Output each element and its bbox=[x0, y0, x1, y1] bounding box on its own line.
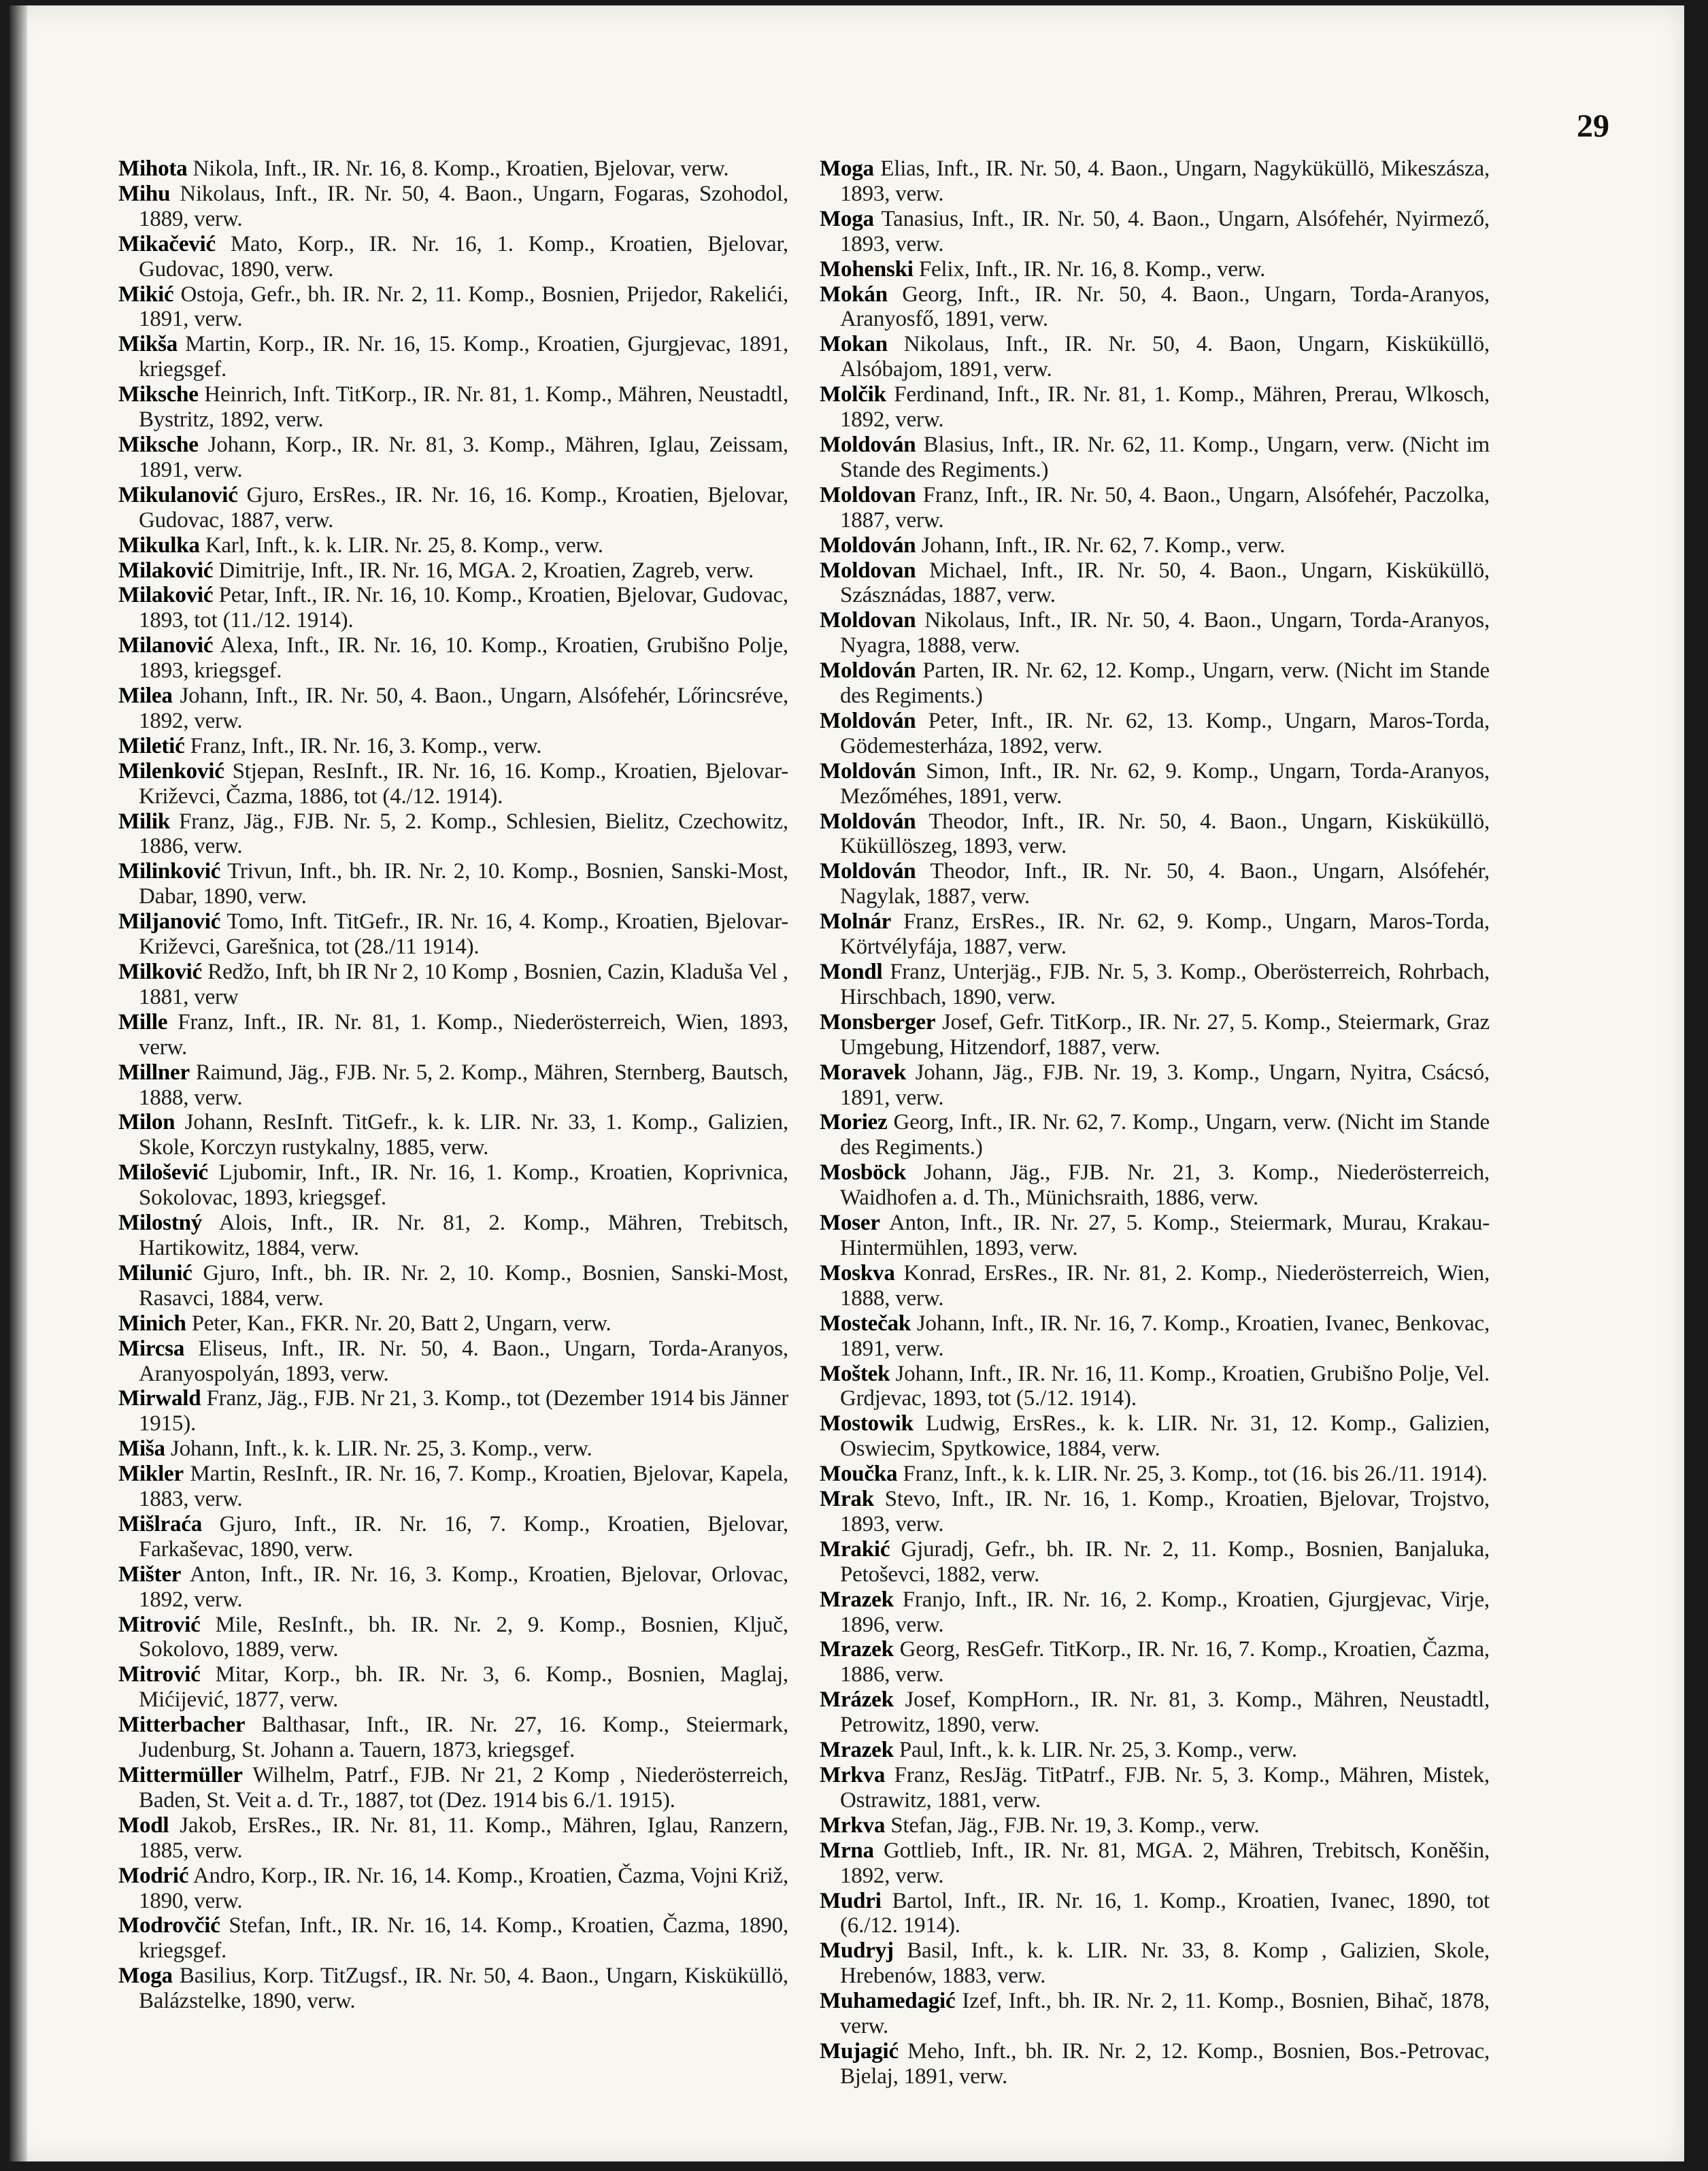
entry-surname: Moldovan bbox=[820, 558, 916, 583]
list-entry bbox=[118, 809, 788, 860]
entry-surname: Millner bbox=[118, 1060, 190, 1085]
entry-surname: Miša bbox=[118, 1436, 165, 1462]
list-entry bbox=[820, 257, 1490, 282]
entry-details: Blasius, Inft., IR. Nr. 62, 11. Komp., Ungarn, verw. (Nicht im Stande des Regiments.) bbox=[840, 432, 1490, 482]
list-entry bbox=[118, 1864, 788, 1914]
list-entry bbox=[118, 558, 788, 584]
list-entry bbox=[118, 1964, 788, 2014]
entry-details: Johann, Inft., IR. Nr. 50, 4. Baon., Ungarn, Alsófehér, Lőrincsréve, 1892, verw. bbox=[139, 684, 788, 733]
page-number: 29 bbox=[1577, 108, 1609, 144]
entry-details: Simon, Inft., IR. Nr. 62, 9. Komp., Ungarn, Torda-Aranyos, Mezőméhes, 1891, verw. bbox=[840, 758, 1490, 809]
entry-surname: Mitrović bbox=[118, 1662, 201, 1687]
entry-details: Ludwig, ErsRes., k. k. LIR. Nr. 31, 12. Komp., Galizien, Oswiecim, Spytkowice, 1884, verw. bbox=[840, 1411, 1490, 1462]
entry-surname: Mrazek bbox=[820, 1587, 894, 1612]
entry-details: Michael, Inft., IR. Nr. 50, 4. Baon., Ungarn, Kisküküllö, Szásznádas, 1887, verw. bbox=[840, 558, 1490, 608]
entry-details: Konrad, ErsRes., IR. Nr. 81, 2. Komp., Niederösterreich, Wien, 1888, verw. bbox=[840, 1260, 1490, 1311]
entry-surname: Mircsa bbox=[118, 1336, 185, 1361]
entry-details: Stjepan, ResInft., IR. Nr. 16, 16. Komp., Kroatien, Bjelovar-Križevci, Čazma, 1886, tot (4./12. 1914). bbox=[139, 758, 788, 809]
entry-details: Redžo, Inft, bh IR Nr 2, 10 Komp , Bosnien, Cazin, Kladuša Vel , 1881, verw bbox=[139, 960, 788, 1009]
entry-details: Georg, Inft., IR. Nr. 62, 7. Komp., Ungarn, verw. (Nicht im Stande des Regiments.) bbox=[840, 1110, 1490, 1160]
entry-details: Georg, ResGefr. TitKorp., IR. Nr. 16, 7. Komp., Kroatien, Čazma, 1886, verw. bbox=[840, 1637, 1490, 1687]
list-entry bbox=[820, 156, 1490, 207]
list-entry bbox=[820, 1110, 1490, 1160]
left-column bbox=[118, 156, 788, 2014]
entry-surname: Mille bbox=[118, 1009, 168, 1034]
entry-details: Felix, Inft., IR. Nr. 16, 8. Komp., verw. bbox=[918, 256, 1266, 282]
entry-details: Jakob, ErsRes., IR. Nr. 81, 11. Komp., Mähren, Iglau, Ranzern, 1885, verw. bbox=[139, 1813, 788, 1863]
entry-surname: Mokan bbox=[820, 332, 888, 357]
list-entry bbox=[820, 207, 1490, 257]
entry-surname: Moldován bbox=[820, 658, 916, 684]
entry-surname: Mrazek bbox=[820, 1637, 894, 1662]
list-entry bbox=[820, 282, 1490, 333]
entry-details: Nikolaus, Inft., IR. Nr. 50, 4. Baon, Ungarn, Kisküküllö, Alsóbajom, 1891, verw. bbox=[840, 332, 1490, 382]
entry-details: Ostoja, Gefr., bh. IR. Nr. 2, 11. Komp., Bosnien, Prijedor, Rakelići, 1891, verw. bbox=[139, 282, 788, 332]
entry-surname: Milea bbox=[118, 684, 173, 709]
list-entry bbox=[118, 734, 788, 759]
entry-details: Johann, Jäg., FJB. Nr. 19, 3. Komp., Ungarn, Nyitra, Csácsó, 1891, verw. bbox=[840, 1060, 1490, 1110]
entry-details: Stefan, Inft., IR. Nr. 16, 14. Komp., Kroatien, Čazma, 1890, kriegsgef. bbox=[139, 1913, 788, 1964]
list-entry bbox=[820, 1211, 1490, 1261]
list-entry bbox=[118, 1211, 788, 1261]
list-entry bbox=[118, 1713, 788, 1763]
entry-surname: Mondl bbox=[820, 960, 883, 984]
right-column bbox=[820, 156, 1490, 2089]
entry-details: Petar, Inft., IR. Nr. 16, 10. Komp., Kroatien, Bjelovar, Gudovac, 1893, tot (11./12. 1914). bbox=[139, 583, 788, 633]
list-entry bbox=[118, 1160, 788, 1211]
entry-details: Gjuradj, Gefr., bh. IR. Nr. 2, 11. Komp., Bosnien, Banjaluka, Petoševci, 1882, verw. bbox=[840, 1536, 1490, 1587]
entry-surname: Miljanović bbox=[118, 909, 221, 935]
entry-surname: Muhamedagić bbox=[820, 1989, 956, 2014]
entry-details: Balthasar, Inft., IR. Nr. 27, 16. Komp., Steiermark, Judenburg, St. Johann a. Tauern, 1873, kriegsgef. bbox=[139, 1713, 788, 1763]
entry-surname: Molnár bbox=[820, 909, 892, 935]
list-entry bbox=[118, 1562, 788, 1613]
list-entry bbox=[820, 332, 1490, 382]
entry-details: Trivun, Inft., bh. IR. Nr. 2, 10. Komp., Bosnien, Sanski-Most, Dabar, 1890, verw. bbox=[139, 859, 788, 909]
entry-surname: Mihu bbox=[118, 181, 171, 206]
list-entry bbox=[118, 633, 788, 684]
entry-details: Franz, ResJäg. TitPatrf., FJB. Nr. 5, 3. Komp., Mähren, Mistek, Ostrawitz, 1881, verw. bbox=[840, 1763, 1490, 1813]
entry-details: Alois, Inft., IR. Nr. 81, 2. Komp., Mähren, Trebitsch, Hartikowitz, 1884, verw. bbox=[139, 1211, 788, 1260]
entry-surname: Mrázek bbox=[820, 1687, 894, 1713]
entry-details: Franz, ErsRes., IR. Nr. 62, 9. Komp., Ungarn, Maros-Torda, Körtvélyfája, 1887, verw. bbox=[840, 909, 1490, 960]
entry-surname: Mirwald bbox=[118, 1386, 201, 1411]
entry-surname: Moldován bbox=[820, 533, 916, 558]
list-entry bbox=[118, 232, 788, 282]
entry-surname: Milostný bbox=[118, 1211, 203, 1236]
list-entry bbox=[820, 382, 1490, 433]
entry-details: Elias, Inft., IR. Nr. 50, 4. Baon., Ungarn, Nagyküküllö, Mikeszásza, 1893, verw. bbox=[840, 156, 1490, 206]
list-entry bbox=[820, 1060, 1490, 1111]
entry-details: Stevo, Inft., IR. Nr. 16, 1. Komp., Kroatien, Bjelovar, Trojstvo, 1893, verw. bbox=[840, 1487, 1490, 1536]
entry-details: Johann, Inft., IR. Nr. 16, 11. Komp., Kroatien, Grubišno Polje, Vel. Grdjevac, 1893, tot (5./12. 1914). bbox=[840, 1361, 1490, 1411]
list-entry bbox=[118, 1512, 788, 1562]
entry-details: Franz, Jäg., FJB. Nr 21, 3. Komp., tot (Dezember 1914 bis Jänner 1915). bbox=[139, 1386, 788, 1436]
list-entry bbox=[820, 759, 1490, 809]
list-entry bbox=[820, 909, 1490, 960]
entry-surname: Molčik bbox=[820, 382, 886, 407]
entry-surname: Milošević bbox=[118, 1160, 208, 1185]
list-entry bbox=[820, 1160, 1490, 1211]
list-entry bbox=[820, 1010, 1490, 1060]
entry-details: Raimund, Jäg., FJB. Nr. 5, 2. Komp., Mähren, Sternberg, Bautsch, 1888, verw. bbox=[139, 1060, 788, 1110]
entry-details: Johann, Inft., IR. Nr. 62, 7. Komp., verw. bbox=[921, 533, 1286, 558]
entry-details: Franz, Inft., IR. Nr. 50, 4. Baon., Ungarn, Alsófehér, Paczolka, 1887, verw. bbox=[840, 482, 1490, 533]
list-entry bbox=[820, 709, 1490, 759]
list-entry bbox=[820, 1838, 1490, 1889]
list-entry bbox=[820, 859, 1490, 909]
list-entry bbox=[118, 1813, 788, 1864]
list-entry bbox=[820, 1487, 1490, 1537]
entry-details: Franjo, Inft., IR. Nr. 16, 2. Komp., Kroatien, Gjurgjevac, Virje, 1896, verw. bbox=[840, 1587, 1490, 1637]
entry-surname: Mrkva bbox=[820, 1763, 886, 1787]
list-entry bbox=[820, 1462, 1490, 1487]
list-entry bbox=[820, 1738, 1490, 1763]
entry-surname: Mudryj bbox=[820, 1938, 894, 1964]
list-entry bbox=[118, 382, 788, 433]
entry-surname: Moldován bbox=[820, 809, 916, 834]
entry-surname: Mitrović bbox=[118, 1612, 201, 1637]
entry-details: Ljubomir, Inft., IR. Nr. 16, 1. Komp., Kroatien, Koprivnica, Sokolovac, 1893, kriegsgef. bbox=[139, 1160, 788, 1211]
entry-surname: Mostowik bbox=[820, 1411, 914, 1436]
list-entry bbox=[118, 1436, 788, 1462]
entry-details: Franz, Inft., k. k. LIR. Nr. 25, 3. Komp., tot (16. bis 26./11. 1914). bbox=[903, 1462, 1488, 1487]
entry-details: Johann, Korp., IR. Nr. 81, 3. Komp., Mähren, Iglau, Zeissam, 1891, verw. bbox=[139, 432, 788, 482]
entry-details: Wilhelm, Patrf., FJB. Nr 21, 2 Komp , Niederösterreich, Baden, St. Veit a. d. Tr., 1887, tot (Dez. 1914 bis 6./1. 1915). bbox=[139, 1763, 788, 1813]
entry-details: Mato, Korp., IR. Nr. 16, 1. Komp., Kroatien, Bjelovar, Gudovac, 1890, verw. bbox=[139, 231, 788, 282]
list-entry bbox=[118, 433, 788, 483]
entry-details: Meho, Inft., bh. IR. Nr. 2, 12. Komp., Bosnien, Bos.-Petrovac, Bjelaj, 1891, verw. bbox=[840, 2038, 1490, 2089]
entry-details: Karl, Inft., k. k. LIR. Nr. 25, 8. Komp., verw. bbox=[205, 533, 603, 558]
entry-surname: Milenković bbox=[118, 758, 224, 784]
entry-surname: Moldovan bbox=[820, 608, 916, 633]
binding-shadow bbox=[10, 5, 27, 2161]
entry-surname: Moravek bbox=[820, 1060, 906, 1085]
entry-details: Paul, Inft., k. k. LIR. Nr. 25, 3. Komp., verw. bbox=[899, 1738, 1297, 1763]
entry-surname: Mišter bbox=[118, 1562, 182, 1587]
entry-surname: Milaković bbox=[118, 558, 214, 583]
list-entry bbox=[820, 1362, 1490, 1412]
list-entry bbox=[820, 809, 1490, 860]
entry-surname: Modrovčić bbox=[118, 1913, 220, 1938]
entry-details: Tanasius, Inft., IR. Nr. 50, 4. Baon., Ungarn, Alsófehér, Nyirmező, 1893, verw. bbox=[840, 206, 1490, 256]
entry-surname: Mikulka bbox=[118, 533, 200, 558]
entry-details: Johann, Inft., k. k. LIR. Nr. 25, 3. Komp., verw. bbox=[170, 1436, 592, 1462]
entry-details: Heinrich, Inft. TitKorp., IR. Nr. 81, 1. Komp., Mähren, Neustadtl, Bystritz, 1892, verw. bbox=[139, 382, 788, 433]
entry-surname: Mosböck bbox=[820, 1160, 906, 1185]
list-entry bbox=[820, 1261, 1490, 1311]
list-entry bbox=[118, 156, 788, 182]
entry-details: Gjuro, ErsRes., IR. Nr. 16, 16. Komp., Kroatien, Bjelovar, Gudovac, 1887, verw. bbox=[139, 482, 788, 533]
entry-details: Andro, Korp., IR. Nr. 16, 14. Komp., Kroatien, Čazma, Vojni Križ, 1890, verw. bbox=[139, 1863, 788, 1913]
entry-surname: Mrna bbox=[820, 1838, 874, 1863]
entry-details: Mile, ResInft., bh. IR. Nr. 2, 9. Komp., Bosnien, Ključ, Sokolovo, 1889, verw. bbox=[139, 1612, 788, 1662]
entry-surname: Mikić bbox=[118, 282, 174, 307]
entry-details: Franz, Unterjäg., FJB. Nr. 5, 3. Komp., Oberösterreich, Rohrbach, Hirschbach, 1890, verw. bbox=[840, 960, 1490, 1009]
list-entry bbox=[820, 1938, 1490, 1989]
list-entry bbox=[820, 1889, 1490, 1939]
list-entry bbox=[820, 533, 1490, 558]
entry-details: Basil, Inft., k. k. LIR. Nr. 33, 8. Komp , Galizien, Skole, Hrebenów, 1883, verw. bbox=[840, 1938, 1490, 1989]
entry-surname: Milaković bbox=[118, 583, 214, 608]
entry-details: Anton, Inft., IR. Nr. 27, 5. Komp., Steiermark, Murau, Krakau-Hintermühlen, 1893, verw. bbox=[840, 1211, 1490, 1260]
scanned-page bbox=[10, 5, 1684, 2161]
entry-surname: Milon bbox=[118, 1110, 175, 1135]
entry-surname: Mokán bbox=[820, 282, 888, 307]
list-entry bbox=[118, 1386, 788, 1436]
entry-surname: Mikša bbox=[118, 332, 178, 357]
entry-surname: Moštek bbox=[820, 1361, 890, 1386]
entry-details: Georg, Inft., IR. Nr. 50, 4. Baon., Ungarn, Torda-Aranyos, Aranyosfő, 1891, verw. bbox=[840, 282, 1490, 332]
entry-details: Gjuro, Inft., bh. IR. Nr. 2, 10. Komp., Bosnien, Sanski-Most, Rasavci, 1884, verw. bbox=[139, 1260, 788, 1311]
entry-details: Gottlieb, Inft., IR. Nr. 81, MGA. 2, Mähren, Trebitsch, Koněšin, 1892, verw. bbox=[840, 1838, 1490, 1888]
list-entry bbox=[118, 1311, 788, 1336]
entry-surname: Moldovan bbox=[820, 482, 916, 507]
entry-surname: Modl bbox=[118, 1813, 169, 1838]
entry-surname: Miletić bbox=[118, 733, 185, 758]
list-entry bbox=[118, 909, 788, 960]
list-entry bbox=[820, 1411, 1490, 1462]
list-entry bbox=[118, 483, 788, 533]
list-entry bbox=[118, 859, 788, 909]
entry-surname: Moga bbox=[820, 156, 874, 181]
entry-details: Peter, Inft., IR. Nr. 62, 13. Komp., Ungarn, Maros-Torda, Gödemesterháza, 1892, verw. bbox=[840, 708, 1490, 758]
entry-details: Parten, IR. Nr. 62, 12. Komp., Ungarn, verw. (Nicht im Stande des Regiments.) bbox=[840, 658, 1490, 709]
list-entry bbox=[820, 558, 1490, 609]
entry-details: Mitar, Korp., bh. IR. Nr. 3, 6. Komp., Bosnien, Maglaj, Mićijević, 1877, verw. bbox=[139, 1662, 788, 1713]
entry-surname: Miksche bbox=[118, 432, 199, 457]
list-entry bbox=[820, 1311, 1490, 1362]
entry-details: Josef, KompHorn., IR. Nr. 81, 3. Komp., Mähren, Neustadtl, Petrowitz, 1890, verw. bbox=[840, 1687, 1490, 1738]
entry-details: Theodor, Inft., IR. Nr. 50, 4. Baon., Ungarn, Kisküküllö, Küküllöszeg, 1893, verw. bbox=[840, 809, 1490, 859]
entry-details: Stefan, Jäg., FJB. Nr. 19, 3. Komp., verw. bbox=[890, 1813, 1260, 1838]
list-entry bbox=[820, 1763, 1490, 1813]
list-entry bbox=[820, 658, 1490, 709]
entry-surname: Milković bbox=[118, 960, 203, 984]
list-entry bbox=[118, 960, 788, 1010]
list-entry bbox=[820, 1537, 1490, 1587]
entry-details: Franz, Inft., IR. Nr. 16, 3. Komp., verw. bbox=[190, 733, 542, 758]
list-entry bbox=[820, 1813, 1490, 1838]
entry-details: Izef, Inft., bh. IR. Nr. 2, 11. Komp., Bosnien, Bihač, 1878, verw. bbox=[840, 1989, 1490, 2039]
list-entry bbox=[118, 1662, 788, 1713]
entry-details: Johann, Inft., IR. Nr. 16, 7. Komp., Kroatien, Ivanec, Benkovac, 1891, verw. bbox=[840, 1311, 1490, 1361]
entry-details: Ferdinand, Inft., IR. Nr. 81, 1. Komp., Mähren, Prerau, Wlkosch, 1892, verw. bbox=[840, 382, 1490, 433]
entry-details: Johann, ResInft. TitGefr., k. k. LIR. Nr. 33, 1. Komp., Galizien, Skole, Korczyn rustykalny, 1885, verw. bbox=[139, 1110, 788, 1160]
list-entry bbox=[118, 332, 788, 382]
list-entry bbox=[820, 960, 1490, 1010]
entry-details: Basilius, Korp. TitZugsf., IR. Nr. 50, 4. Baon., Ungarn, Kisküküllö, Balázstelke, 1890, verw. bbox=[139, 1964, 788, 2014]
entry-surname: Mittermüller bbox=[118, 1763, 243, 1787]
entry-surname: Mrakić bbox=[820, 1536, 890, 1562]
entry-surname: Mostečak bbox=[820, 1311, 911, 1336]
entry-surname: Mišlraća bbox=[118, 1511, 203, 1536]
entry-details: Martin, ResInft., IR. Nr. 16, 7. Komp., Kroatien, Bjelovar, Kapela, 1883, verw. bbox=[139, 1462, 789, 1512]
entry-surname: Miksche bbox=[118, 382, 199, 407]
entry-surname: Modrić bbox=[118, 1863, 189, 1888]
list-entry bbox=[820, 1687, 1490, 1738]
list-entry bbox=[820, 483, 1490, 533]
entry-surname: Moriez bbox=[820, 1110, 888, 1135]
entry-details: Nikolaus, Inft., IR. Nr. 50, 4. Baon., Ungarn, Torda-Aranyos, Nyagra, 1888, verw. bbox=[840, 608, 1490, 658]
entry-surname: Minich bbox=[118, 1311, 186, 1336]
list-entry bbox=[118, 1060, 788, 1111]
entry-surname: Milik bbox=[118, 809, 171, 834]
entry-details: Dimitrije, Inft., IR. Nr. 16, MGA. 2, Kroatien, Zagreb, verw. bbox=[218, 558, 754, 583]
list-entry bbox=[118, 1110, 788, 1160]
entry-details: Peter, Kan., FKR. Nr. 20, Batt 2, Ungarn, verw. bbox=[191, 1311, 612, 1336]
list-entry bbox=[118, 759, 788, 809]
entry-surname: Moskva bbox=[820, 1260, 895, 1285]
list-entry bbox=[118, 182, 788, 232]
entry-surname: Moser bbox=[820, 1211, 880, 1236]
entry-surname: Mrazek bbox=[820, 1738, 894, 1763]
entry-surname: Mujagić bbox=[820, 2038, 899, 2064]
entry-surname: Milunić bbox=[118, 1260, 192, 1285]
list-entry bbox=[118, 1336, 788, 1387]
list-entry bbox=[820, 2039, 1490, 2089]
entry-details: Eliseus, Inft., IR. Nr. 50, 4. Baon., Ungarn, Torda-Aranyos, Aranyospolyán, 1893, verw. bbox=[139, 1336, 788, 1386]
entry-surname: Moldován bbox=[820, 859, 916, 884]
entry-details: Nikolaus, Inft., IR. Nr. 50, 4. Baon., Ungarn, Fogaras, Szohodol, 1889, verw. bbox=[139, 181, 788, 231]
entry-details: Johann, Jäg., FJB. Nr. 21, 3. Komp., Niederösterreich, Waidhofen a. d. Th., Münichsraith, 1886, verw. bbox=[840, 1160, 1490, 1211]
list-entry bbox=[820, 1637, 1490, 1687]
list-entry bbox=[820, 1989, 1490, 2039]
entry-surname: Moga bbox=[118, 1964, 173, 1989]
entry-details: Theodor, Inft., IR. Nr. 50, 4. Baon., Ungarn, Alsófehér, Nagylak, 1887, verw. bbox=[840, 859, 1490, 909]
entry-surname: Mrkva bbox=[820, 1813, 886, 1838]
list-entry bbox=[118, 533, 788, 558]
list-entry bbox=[118, 1010, 788, 1060]
list-entry bbox=[820, 608, 1490, 658]
entry-details: Josef, Gefr. TitKorp., IR. Nr. 27, 5. Komp., Steiermark, Graz Umgebung, Hitzendorf, 1887, verw. bbox=[840, 1009, 1490, 1060]
entry-surname: Mikačević bbox=[118, 231, 216, 256]
list-entry bbox=[118, 684, 788, 734]
list-entry bbox=[118, 583, 788, 633]
entry-details: Martin, Korp., IR. Nr. 16, 15. Komp., Kroatien, Gjurgjevac, 1891, kriegsgef. bbox=[139, 332, 788, 382]
entry-surname: Mihota bbox=[118, 156, 188, 181]
list-entry bbox=[118, 1763, 788, 1813]
entry-surname: Milanović bbox=[118, 633, 214, 658]
entry-surname: Monsberger bbox=[820, 1009, 936, 1034]
entry-details: Bartol, Inft., IR. Nr. 16, 1. Komp., Kroatien, Ivanec, 1890, tot (6./12. 1914). bbox=[840, 1888, 1490, 1938]
entry-surname: Milinković bbox=[118, 859, 221, 884]
entry-surname: Moldován bbox=[820, 432, 916, 457]
list-entry bbox=[118, 1913, 788, 1964]
entry-details: Tomo, Inft. TitGefr., IR. Nr. 16, 4. Komp., Kroatien, Bjelovar-Križevci, Garešnica, tot (28./11 1914). bbox=[139, 909, 788, 960]
entry-surname: Moučka bbox=[820, 1462, 898, 1487]
entry-surname: Mitterbacher bbox=[118, 1713, 246, 1738]
entry-details: Franz, Jäg., FJB. Nr. 5, 2. Komp., Schlesien, Bielitz, Czechowitz, 1886, verw. bbox=[139, 809, 788, 859]
entry-surname: Mrak bbox=[820, 1487, 874, 1512]
list-entry bbox=[118, 282, 788, 333]
entry-details: Nikola, Inft., IR. Nr. 16, 8. Komp., Kroatien, Bjelovar, verw. bbox=[192, 156, 729, 181]
entry-surname: Moga bbox=[820, 206, 874, 231]
list-entry bbox=[118, 1462, 788, 1512]
list-entry bbox=[820, 433, 1490, 483]
entry-surname: Moldován bbox=[820, 758, 916, 784]
entry-details: Alexa, Inft., IR. Nr. 16, 10. Komp., Kroatien, Grubišno Polje, 1893, kriegsgef. bbox=[139, 633, 788, 684]
entry-surname: Mudri bbox=[820, 1888, 882, 1913]
entry-details: Gjuro, Inft., IR. Nr. 16, 7. Komp., Kroatien, Bjelovar, Farkaševac, 1890, verw. bbox=[139, 1511, 788, 1562]
entry-details: Franz, Inft., IR. Nr. 81, 1. Komp., Niederösterreich, Wien, 1893, verw. bbox=[139, 1009, 788, 1060]
list-entry bbox=[118, 1261, 788, 1311]
list-entry bbox=[118, 1613, 788, 1663]
list-entry bbox=[820, 1587, 1490, 1638]
entry-details: Anton, Inft., IR. Nr. 16, 3. Komp., Kroatien, Bjelovar, Orlovac, 1892, verw. bbox=[139, 1562, 788, 1612]
entry-surname: Mikler bbox=[118, 1462, 184, 1487]
entry-surname: Mohenski bbox=[820, 256, 914, 282]
entry-surname: Moldován bbox=[820, 708, 916, 733]
entry-surname: Mikulanović bbox=[118, 482, 238, 507]
